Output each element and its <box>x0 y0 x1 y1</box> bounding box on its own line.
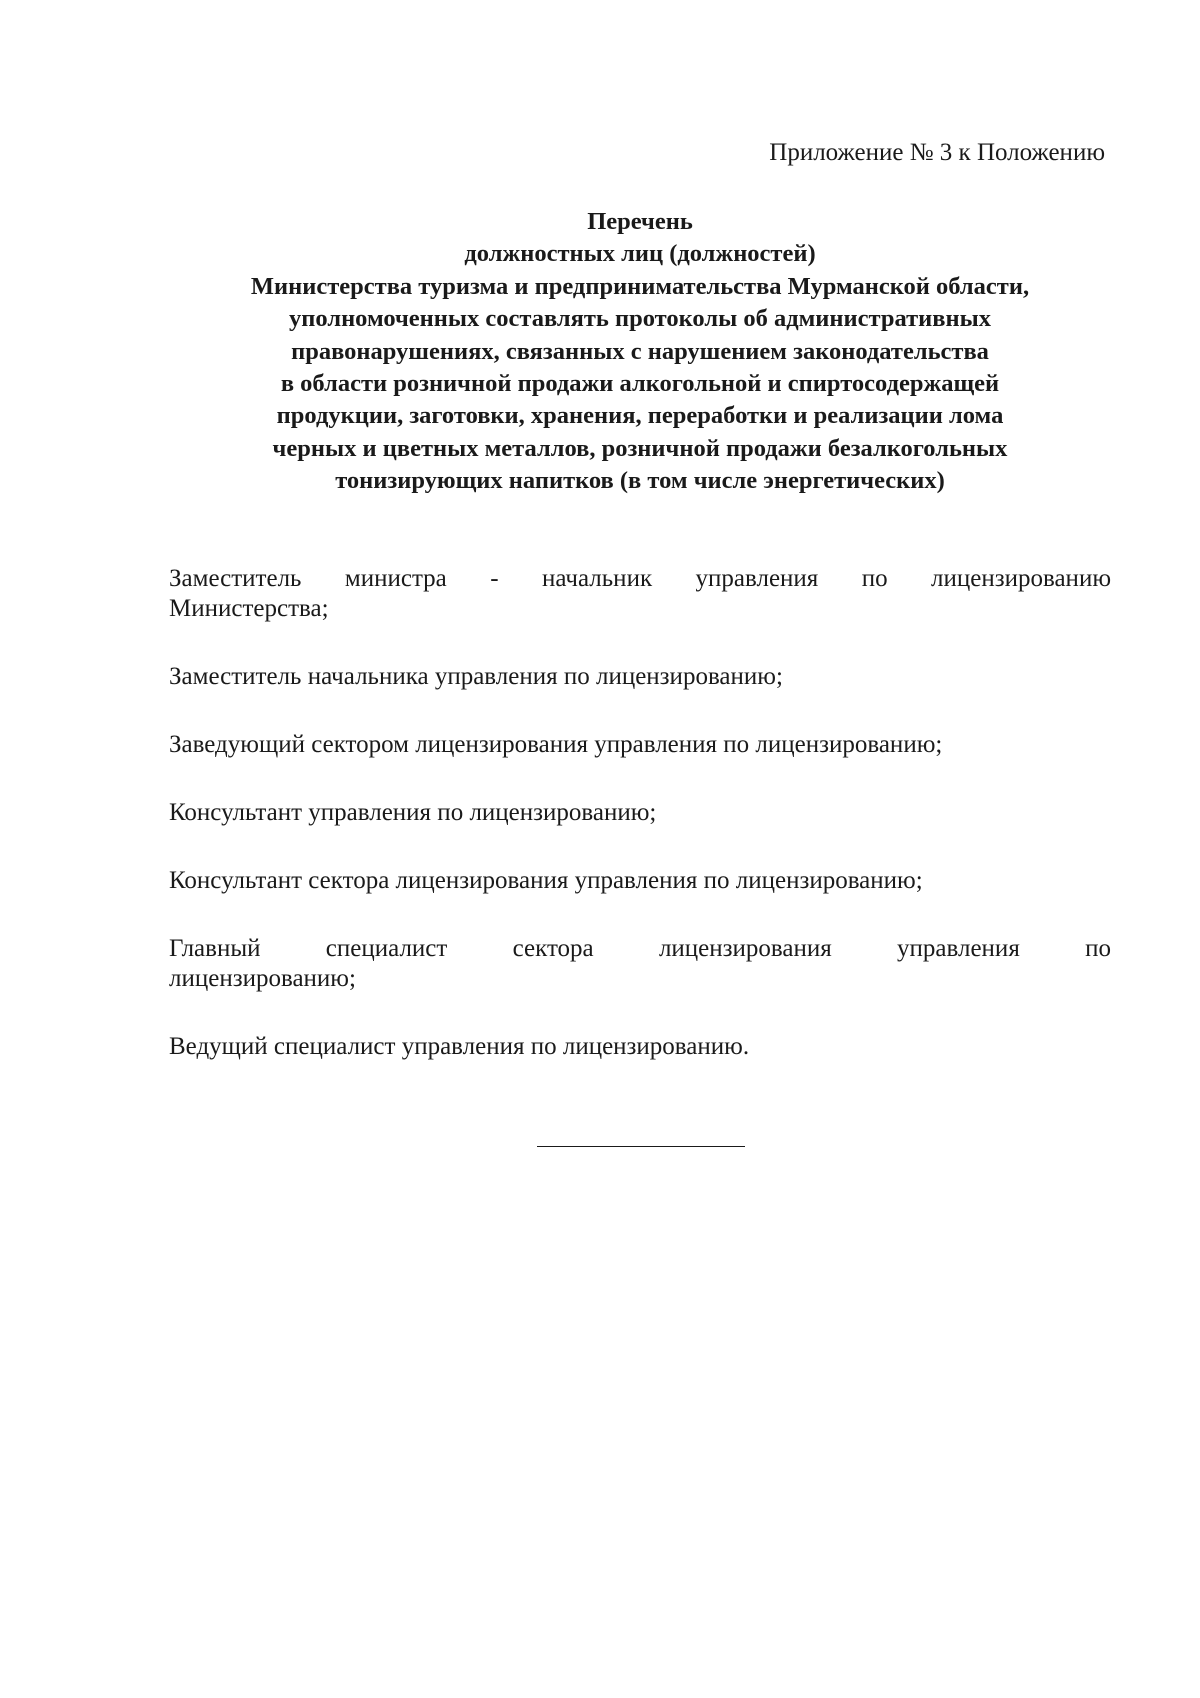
list-item <box>169 564 1111 624</box>
position-text: Заведующий сектором лицензирования управления по лицензированию; <box>169 731 943 758</box>
list-item <box>169 798 1111 828</box>
positions-list <box>169 564 1111 1100</box>
position-text-line: лицензированию; <box>169 965 356 992</box>
position-text: Консультант сектора лицензирования управления по лицензированию; <box>169 867 923 894</box>
heading-line: правонарушениях, связанных с нарушением законодательства <box>291 337 989 365</box>
end-divider <box>537 1146 745 1147</box>
position-text: Заместитель начальника управления по лицензированию; <box>169 663 783 690</box>
heading-line: продукции, заготовки, хранения, переработки и реализации лома <box>276 402 1004 430</box>
position-text-line: Главный специалист сектора лицензирования управления по <box>169 935 1111 962</box>
position-text-line: Заместитель министра - начальник управления по лицензированию <box>169 565 1111 592</box>
heading-title: Перечень <box>587 208 693 235</box>
heading-line: в области розничной продажи алкогольной и спиртосодержащей <box>280 370 1000 398</box>
list-item <box>169 1032 1111 1062</box>
heading-line: должностных лиц (должностей) <box>464 240 816 268</box>
heading-line: Министерства туризма и предпринимательства Мурманской области, <box>250 272 1030 300</box>
list-item <box>169 730 1111 760</box>
list-item <box>169 662 1111 692</box>
heading-line: уполномоченных составлять протоколы об административных <box>289 305 991 333</box>
position-text: Ведущий специалист управления по лицензированию. <box>169 1033 750 1060</box>
position-text: Консультант управления по лицензированию; <box>169 799 657 826</box>
list-item <box>169 934 1111 994</box>
document-heading <box>130 206 1150 498</box>
appendix-note: Приложение № 3 к Положению <box>769 139 1105 166</box>
heading-line: тонизирующих напитков (в том числе энергетических) <box>335 467 945 495</box>
position-text-line: Министерства; <box>169 595 329 622</box>
heading-line: черных и цветных металлов, розничной продажи безалкогольных <box>272 434 1008 462</box>
list-item <box>169 866 1111 896</box>
